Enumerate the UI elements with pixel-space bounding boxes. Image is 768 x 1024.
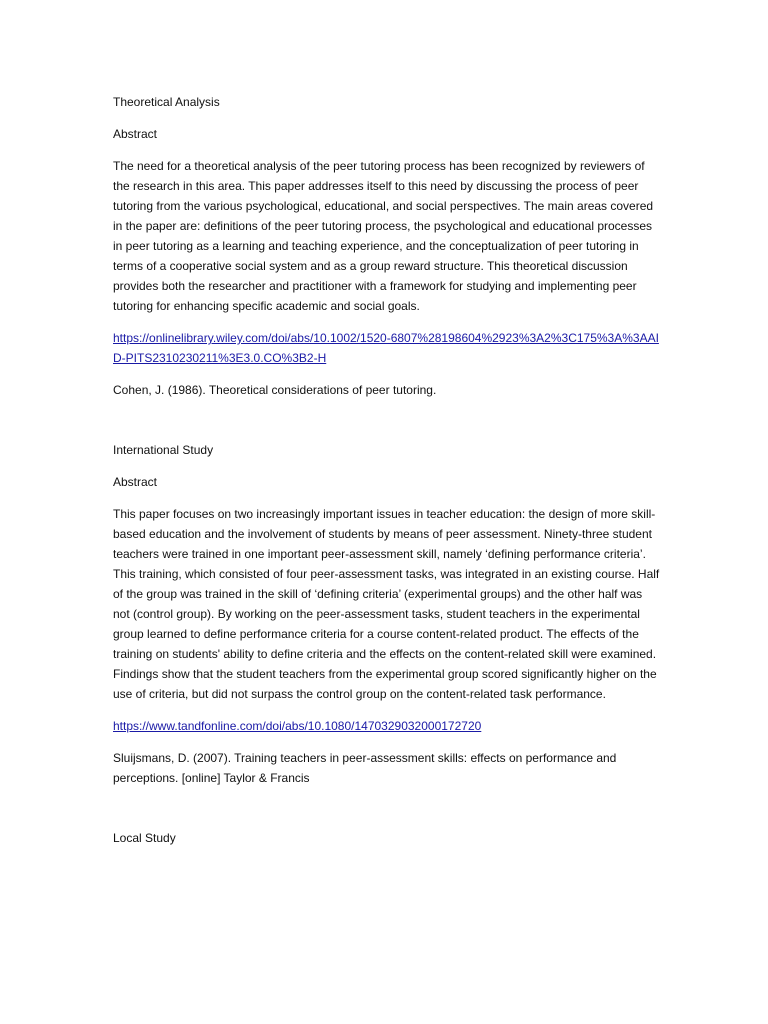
section-heading-international-study: International Study — [113, 443, 214, 457]
abstract-text: This paper focuses on two increasingly important issues in teacher education: the design of more skill-based education and the involvement of students by means of peer assessment. Ninety-three student teachers were trained in one important peer-assessment skill, namely ‘defining performance criteria’. This training, which consisted of four peer-assessment tasks, was integrated in an existing course. Half of the group was trained in the skill of ‘defining criteria’ (experimental groups) and the other half was not (control group). By working on the peer-assessment tasks, student teachers in the experimental group learned to define performance criteria for a course content-related product. The effects of the training on students' ability to define criteria and the effects on the content-related skill were examined. Findings show that the student teachers from the experimental group scored significantly higher on the use of criteria, but did not surpass the control group on the content-related task performance. — [113, 507, 660, 701]
abstract-label: Abstract — [113, 127, 158, 141]
section-heading-local-study: Local Study — [113, 831, 176, 845]
reference-link[interactable]: https://onlinelibrary.wiley.com/doi/abs/10.1002/1520-6807%28198604%2923%3A2%3C175%3A%3AAID-PITS2310230211%3E3.0.CO%3B2-H — [113, 331, 659, 365]
reference-link[interactable]: https://www.tandfonline.com/doi/abs/10.1080/1470329032000172720 — [113, 719, 482, 733]
citation: Cohen, J. (1986). Theoretical considerations of peer tutoring. — [113, 383, 437, 397]
abstract-label: Abstract — [113, 475, 158, 489]
abstract-text: The need for a theoretical analysis of the peer tutoring process has been recognized by reviewers of the research in this area. This paper addresses itself to this need by discussing the process of peer tutoring from the various psychological, educational, and social perspectives. The main areas covered in the paper are: definitions of the peer tutoring process, the psychological and educational processes in peer tutoring as a learning and teaching experience, and the conceptualization of peer tutoring in terms of a cooperative social system and as a group reward structure. This theoretical discussion provides both the researcher and practitioner with a framework for studying and implementing peer tutoring for enhancing specific academic and social goals. — [113, 159, 654, 313]
citation: Sluijsmans, D. (2007). Training teachers in peer-assessment skills: effects on performance and perceptions. [online] Taylor & Francis — [113, 751, 617, 785]
document-content — [113, 92, 661, 860]
section-heading-theoretical-analysis: Theoretical Analysis — [113, 95, 220, 109]
